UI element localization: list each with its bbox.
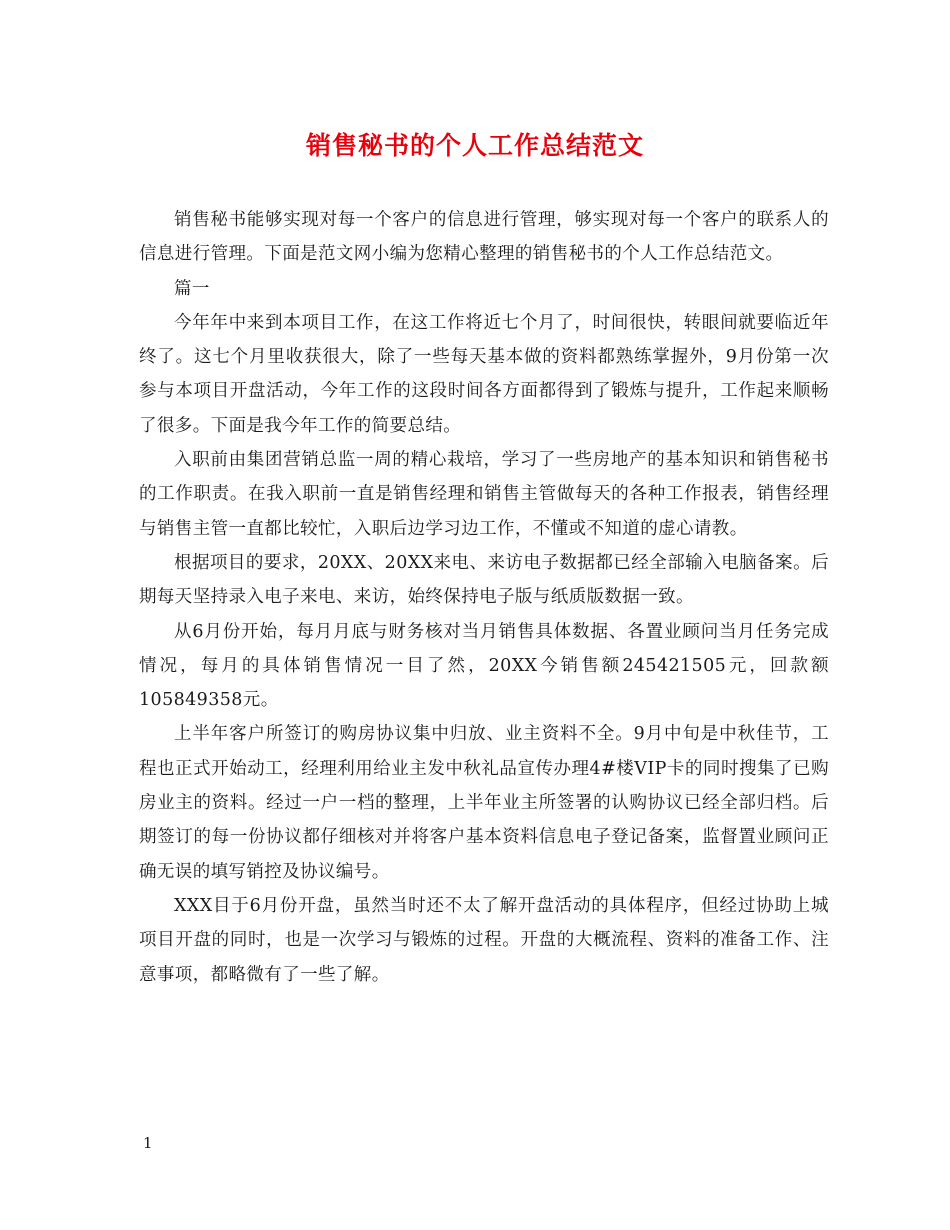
paragraph-intro: 销售秘书能够实现对每一个客户的信息进行管理，够实现对每一个客户的联系人的信息进行管理。下面是范文网小编为您精心整理的销售秘书的个人工作总结范文。 (139, 210, 829, 265)
paragraph: 根据项目的要求，20XX、20XX来电、来访电子数据都已经全部输入电脑备案。后期每天坚持录入电子来电、来访，始终保持电子版与纸质版数据一致。 (139, 552, 829, 608)
paragraph: 从6月份开始，每月月底与财务核对当月销售具体数据、各置业顾问当月任务完成情况，每月的具体销售情况一目了然，20XX今销售额245421505元，回款额105849358元。 (139, 621, 829, 711)
page-number: 1 (143, 1134, 153, 1152)
paragraph: 入职前由集团营销总监一周的精心栽培，学习了一些房地产的基本知识和销售秘书的工作职责。在我入职前一直是销售经理和销售主管做每天的各种工作报表，销售经理与销售主管一直都比较忙，入职后边学习边工作，不懂或不知道的虚心请教。 (139, 450, 829, 539)
document-body (139, 203, 829, 992)
paragraph: 今年年中来到本项目工作，在这工作将近七个月了，时间很快，转眼间就要临近年终了。这七个月里收获很大，除了一些每天基本做的资料都熟练掌握外，9月份第一次参与本项目开盘活动，今年工作的这段时间各方面都得到了锻炼与提升，工作起来顺畅了很多。下面是我今年工作的简要总结。 (139, 312, 829, 436)
paragraph: 上半年客户所签订的购房协议集中归放、业主资料不全。9月中旬是中秋佳节，工程也正式开始动工，经理利用给业主发中秋礼品宣传办理4#楼VIP卡的同时搜集了已购房业主的资料。经过一户一档的整理，上半年业主所签署的认购协议已经全部归档。后期签订的每一份协议都仔细核对并将客户基本资料信息电子登记备案，监督置业顾问正确无误的填写销控及协议编号。 (139, 724, 829, 882)
document-title: 销售秘书的个人工作总结范文 (305, 131, 644, 160)
paragraph: XXX目于6月份开盘，虽然当时还不太了解开盘活动的具体程序，但经过协助上城项目开盘的同时，也是一次学习与锻炼的过程。开盘的大概流程、资料的准备工作、注意事项，都略微有了一些了解。 (139, 895, 829, 985)
section-heading: 篇一 (174, 278, 210, 299)
